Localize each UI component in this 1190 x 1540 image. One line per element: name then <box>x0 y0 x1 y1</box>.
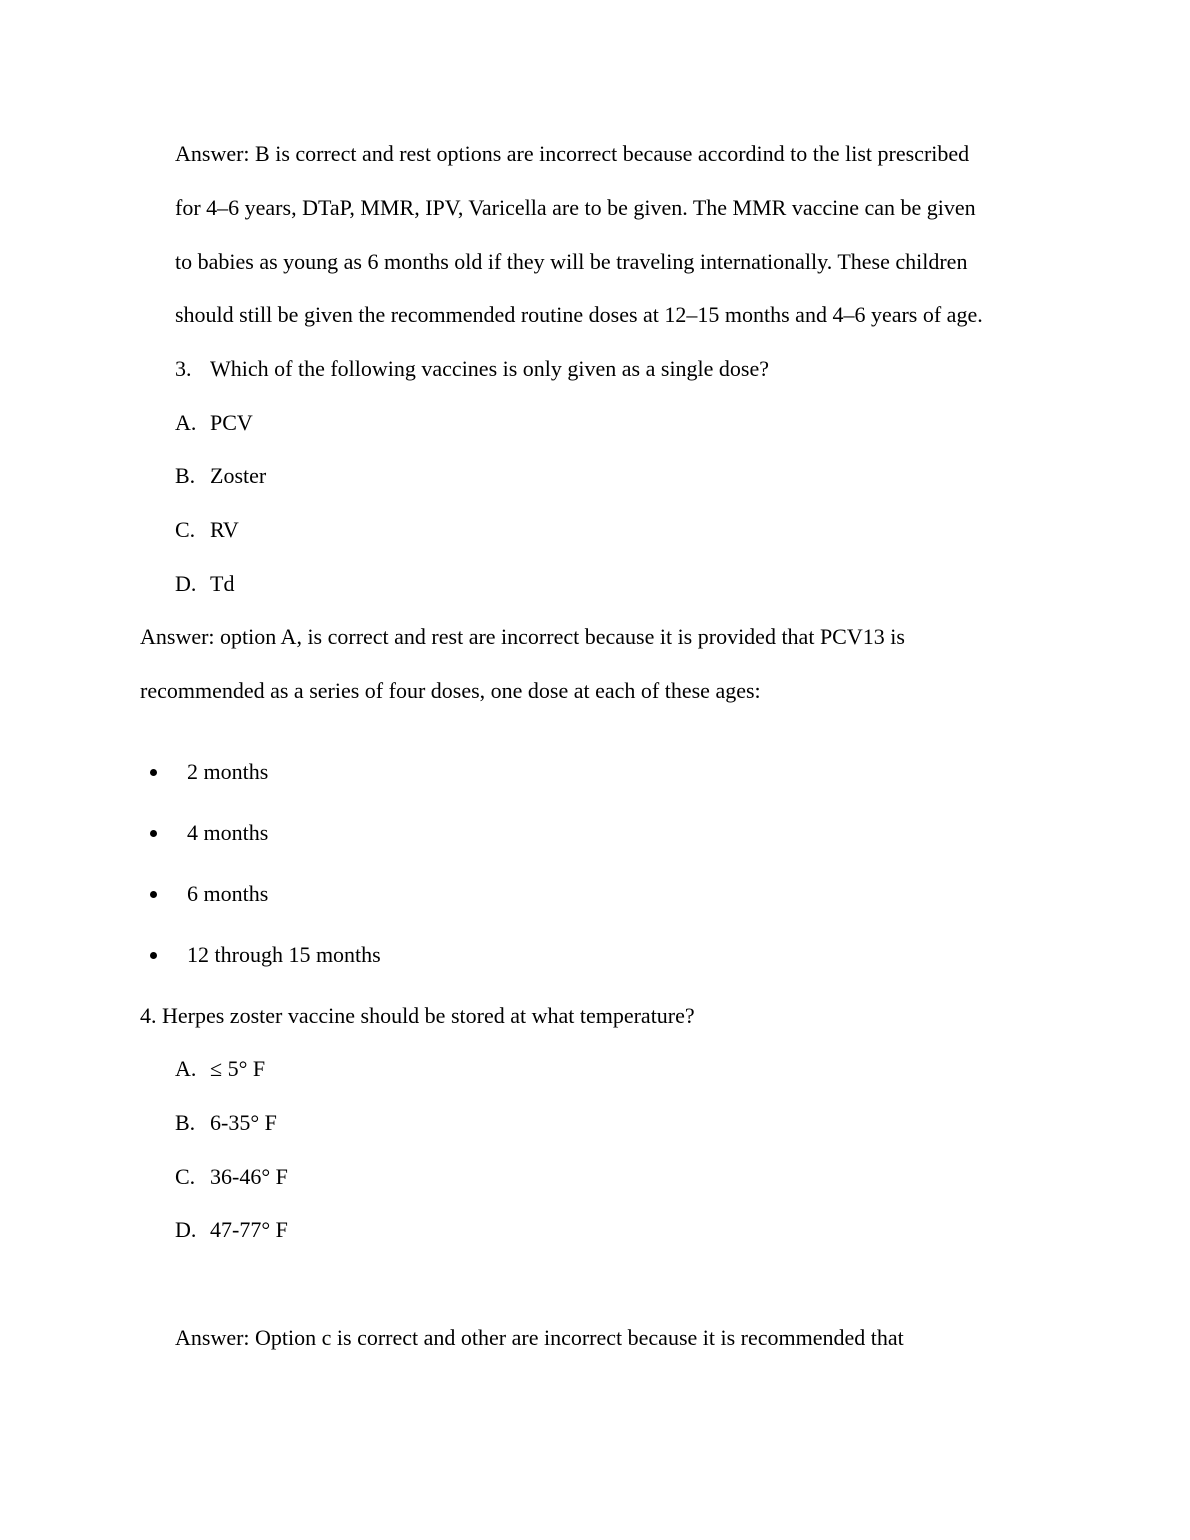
question-3 <box>175 354 769 384</box>
list-item: 4 months <box>187 820 269 845</box>
option-label: C. <box>175 1164 196 1189</box>
list-item: 6 months <box>187 881 269 906</box>
answer-q2-line-2: for 4–6 years, DTaP, MMR, IPV, Varicella are to be given. The MMR vaccine can be given <box>175 195 976 220</box>
answer-q2-line-1: Answer: B is correct and rest options are incorrect because accordind to the list prescribed <box>175 141 970 166</box>
option-text: 47-77° F <box>210 1217 288 1242</box>
option-label: C. <box>175 517 196 542</box>
answer-q2-line-4: should still be given the recommended routine doses at 12–15 months and 4–6 years of age. <box>175 302 983 327</box>
option-text: Zoster <box>210 463 267 488</box>
option-text: RV <box>210 517 239 542</box>
answer-q3-line-1: Answer: option A, is correct and rest are incorrect because it is provided that PCV13 is <box>140 624 905 649</box>
option-label: A. <box>175 410 197 435</box>
option-text: 36-46° F <box>210 1164 288 1189</box>
option-text: 6-35° F <box>210 1110 277 1135</box>
list-item: 12 through 15 months <box>187 942 381 967</box>
option-text: Td <box>210 571 235 596</box>
bullet-icon <box>150 769 157 776</box>
answer-q2-line-3: to babies as young as 6 months old if they will be traveling internationally. These children <box>175 249 968 274</box>
bullet-icon <box>150 952 157 959</box>
question-3-option-d <box>175 569 234 599</box>
question-3-number: 3. <box>175 356 192 381</box>
question-4-option-d <box>175 1215 288 1245</box>
question-4-option-b <box>175 1108 277 1138</box>
option-label: A. <box>175 1056 197 1081</box>
bullet-icon <box>150 891 157 898</box>
bullet-icon <box>150 830 157 837</box>
question-4-option-a <box>175 1054 265 1084</box>
option-label: B. <box>175 463 196 488</box>
answer-q3-line-2: recommended as a series of four doses, one dose at each of these ages: <box>140 678 761 703</box>
question-4-option-c <box>175 1162 288 1192</box>
option-label: D. <box>175 571 197 596</box>
question-4: 4. Herpes zoster vaccine should be stored at what temperature? <box>140 1003 695 1028</box>
question-3-option-a <box>175 408 253 438</box>
answer-q4-line-1: Answer: Option c is correct and other are incorrect because it is recommended that <box>175 1325 904 1350</box>
option-text: ≤ 5° F <box>210 1056 266 1081</box>
question-3-text: Which of the following vaccines is only given as a single dose? <box>210 356 770 381</box>
option-label: D. <box>175 1217 197 1242</box>
question-3-option-b <box>175 461 266 491</box>
option-label: B. <box>175 1110 196 1135</box>
option-text: PCV <box>210 410 253 435</box>
question-3-option-c <box>175 515 239 545</box>
list-item: 2 months <box>187 759 269 784</box>
